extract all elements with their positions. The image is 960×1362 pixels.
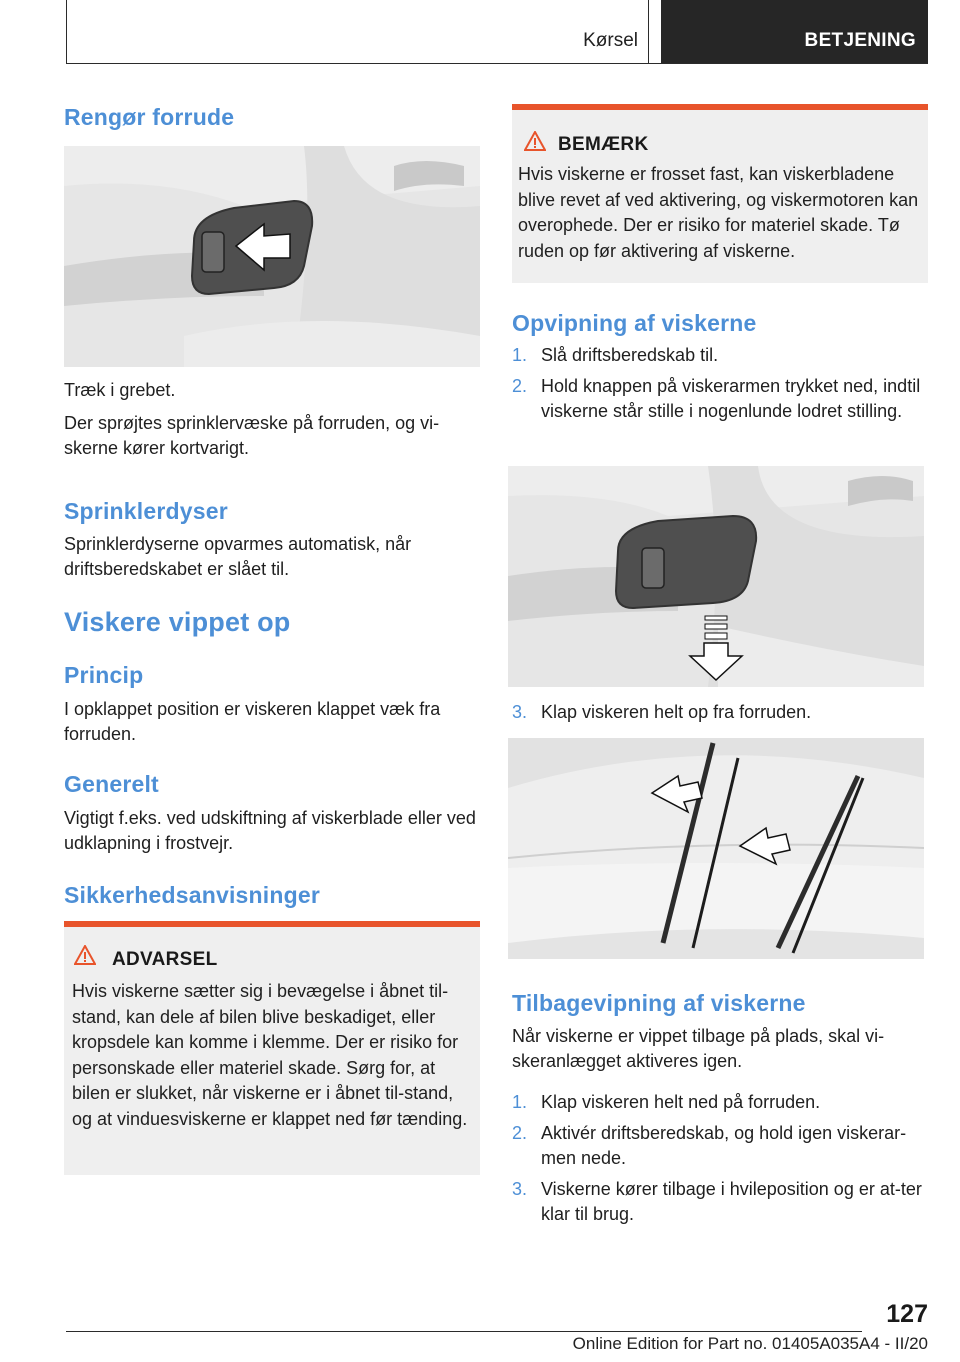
list-item: 3. Klap viskeren helt op fra forruden. (512, 702, 812, 722)
heading-general: Generelt (64, 771, 159, 797)
warning-triangle-icon (524, 131, 546, 151)
wiper-lever-pull-illustration (64, 146, 480, 367)
text-spray-description: Der sprøjtes sprinklervæske på forruden, og vi-skerne kører kortvarigt. (64, 413, 440, 458)
list-item: 1. Slå driftsberedskab til. (512, 345, 719, 365)
footer-rule (66, 1331, 862, 1332)
text-fold-down: Når viskerne er vippet tilbage på plads, skal vi-skeranlægget aktiveres igen. (512, 1026, 885, 1071)
header-chapter-tab: BETJENING (661, 0, 928, 64)
warning-triangle-icon (74, 945, 96, 965)
steps-fold-up-continued (512, 700, 928, 731)
text-nozzles: Sprinklerdyserne opvarmes automatisk, når driftsberedskabet er slået til. (64, 534, 412, 579)
note-box (512, 104, 928, 283)
list-item: 2. Hold knappen på viskerarmen trykket ned, indtil viskerne står stille i nogenlunde lodret stilling. (512, 376, 921, 421)
figure-wiper-fold-up (508, 738, 924, 959)
wiper-lever-push-illustration (508, 466, 924, 687)
heading-fold-down: Tilbagevipning af viskerne (512, 990, 806, 1016)
figure-wiper-lever-pull (64, 146, 480, 367)
steps-fold-down (512, 1090, 928, 1233)
text-pull-lever: Træk i grebet. (64, 380, 176, 400)
warning-title: ADVARSEL (112, 949, 218, 970)
heading-nozzles: Sprinklerdyser (64, 498, 228, 524)
text-general: Vigtigt f.eks. ved udskiftning af viskerblade eller ved udklapning i frostvejr. (64, 808, 476, 853)
header-border-divider (648, 0, 649, 64)
warning-bar (64, 921, 480, 927)
steps-fold-up (512, 343, 928, 430)
heading-wipers-folded: Viskere vippet op (64, 607, 291, 637)
heading-fold-up: Opvipning af viskerne (512, 310, 757, 336)
list-item: 3. Viskerne kører tilbage i hvileposition og er at-ter klar til brug. (512, 1179, 922, 1224)
note-text: Hvis viskerne er frosset fast, kan viskerbladene blive revet af ved aktivering, og viskermotoren kan overophede. Der er risiko for materiel skade. Tø ruden op før aktivering af viskerne. (518, 164, 919, 261)
note-title: BEMÆRK (558, 134, 649, 155)
list-item: 2. Aktivér driftsberedskab, og hold igen viskerar-men nede. (512, 1123, 907, 1168)
heading-principle: Princip (64, 662, 144, 688)
warning-box (64, 921, 480, 1175)
wiper-fold-up-illustration (508, 738, 924, 959)
page-number: 127 (886, 1300, 928, 1328)
figure-wiper-lever-push (508, 466, 924, 687)
header-border-left (66, 0, 67, 64)
note-bar (512, 104, 928, 110)
heading-clean-windshield: Rengør forrude (64, 104, 235, 130)
text-principle: I opklappet position er viskeren klappet væk fra forruden. (64, 699, 441, 744)
header-rule (66, 63, 928, 64)
footer-edition: Online Edition for Part no. 01405A035A4 - II/20 (572, 1334, 928, 1353)
list-item: 1. Klap viskeren helt ned på forruden. (512, 1092, 821, 1112)
header-section-title: Kørsel (583, 30, 638, 51)
warning-text: Hvis viskerne sætter sig i bevægelse i åbnet til-stand, kan dele af bilen blive beskadiget, eller kropsdele kan komme i klemme. Der er risiko for personskade eller materiel skade. Sørg for, at bilen er slukket, når viskerne er i åbnet til-stand, og at vinduesviskerne er klappet ned før tænding. (72, 981, 468, 1129)
heading-safety: Sikkerhedsanvisninger (64, 882, 321, 908)
